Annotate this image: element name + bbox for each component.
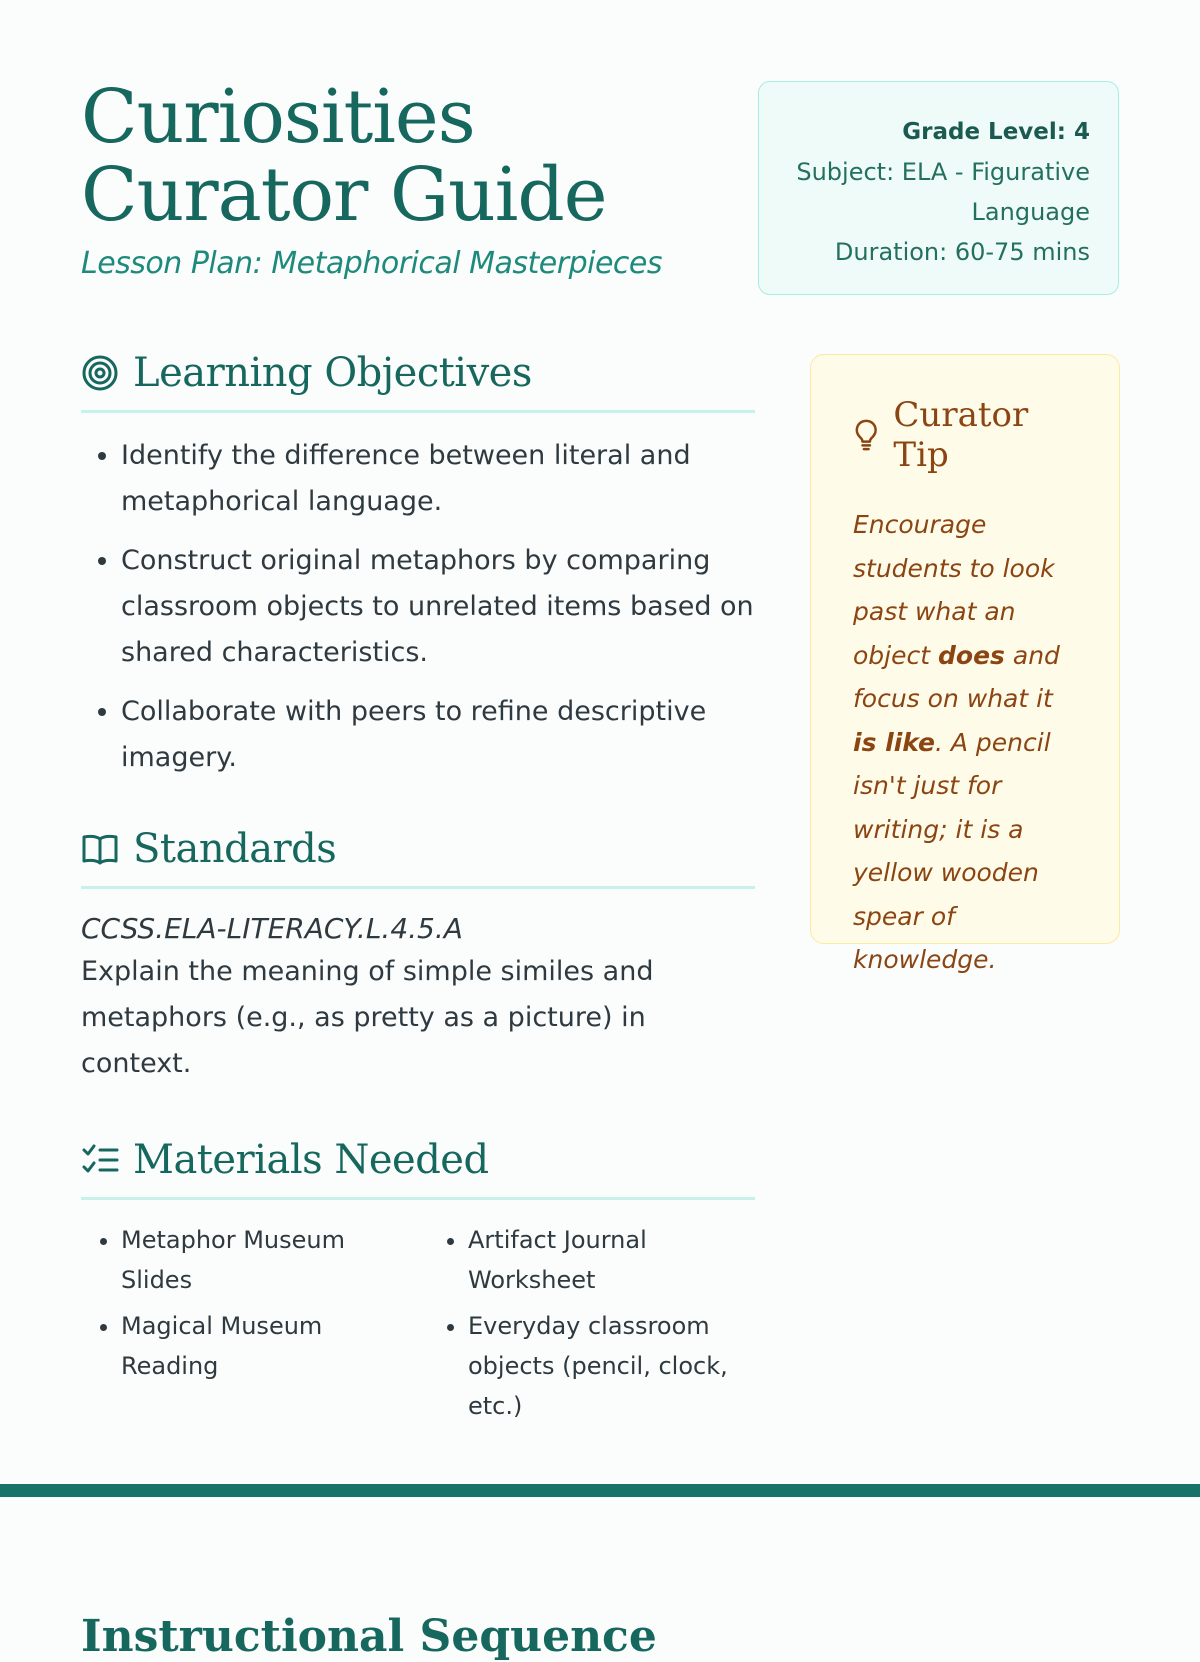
section-title: Materials Needed <box>133 1137 489 1183</box>
tip-title: Curator Tip <box>893 395 1029 475</box>
list-item: • Magical Museum Reading <box>121 1306 408 1386</box>
book-icon <box>81 830 119 868</box>
learning-objectives-section <box>81 350 755 781</box>
section-header <box>81 826 755 889</box>
subject-line-1: Subject: ELA - Figurative <box>796 158 1090 186</box>
standard-description: Explain the meaning of simple similes and metaphors (e.g., as pretty as a picture) in context. <box>81 956 654 1079</box>
section-header <box>81 1137 755 1200</box>
next-section-title: Instructional Sequence <box>81 1610 657 1662</box>
grade-level: Grade Level: 4 <box>902 119 1090 145</box>
tip-emphasis: does <box>938 640 1005 670</box>
list-item: • Identify the difference between literal and metaphorical language. <box>121 433 755 525</box>
objectives-list <box>81 433 755 781</box>
section-divider <box>0 1484 1200 1497</box>
list-item: • Artifact Journal Worksheet <box>468 1220 755 1300</box>
list-item: • Everyday classroom objects (pencil, clock, etc.) <box>468 1306 755 1426</box>
tip-text <box>853 503 1083 982</box>
list-item: • Metaphor Museum Slides <box>121 1220 408 1300</box>
checklist-icon <box>81 1141 119 1179</box>
materials-list-col-2 <box>428 1220 755 1432</box>
lesson-meta-box <box>758 81 1119 295</box>
page-subtitle: Lesson Plan: Metaphorical Masterpieces <box>81 246 662 281</box>
lightbulb-icon <box>853 417 879 453</box>
page-title <box>81 74 721 238</box>
duration: Duration: 60-75 mins <box>834 238 1090 266</box>
standard-code: CCSS.ELA-LITERACY.L.4.5.A <box>81 912 463 945</box>
title-line-1: Curiosities <box>81 74 475 160</box>
list-item: • Collaborate with peers to refine descriptive imagery. <box>121 689 755 781</box>
section-header <box>81 350 755 413</box>
tip-text-part: . A pencil isn't just for writing; it is a yellow wooden spear of knowledge. <box>853 727 1051 974</box>
section-title: Learning Objectives <box>133 350 532 396</box>
standards-section <box>81 826 755 1087</box>
materials-list-col-1 <box>81 1220 408 1432</box>
tip-text-part: Encourage students to look past what an object <box>853 510 1055 670</box>
tip-text-part: and focus on what it <box>853 640 1060 713</box>
materials-grid <box>81 1220 755 1432</box>
target-icon <box>81 354 119 392</box>
curator-tip-box <box>810 354 1120 974</box>
tip-header <box>853 395 1083 475</box>
main-content <box>81 350 755 1432</box>
tip-emphasis: is like <box>853 727 935 757</box>
list-item: • Construct original metaphors by comparing classroom objects to unrelated items based on shared characteristics. <box>121 538 755 676</box>
header <box>81 74 721 281</box>
materials-section <box>81 1137 755 1432</box>
section-title: Standards <box>133 826 337 872</box>
title-line-2: Curator Guide <box>81 152 607 238</box>
subject-line-2: Language <box>971 198 1090 226</box>
